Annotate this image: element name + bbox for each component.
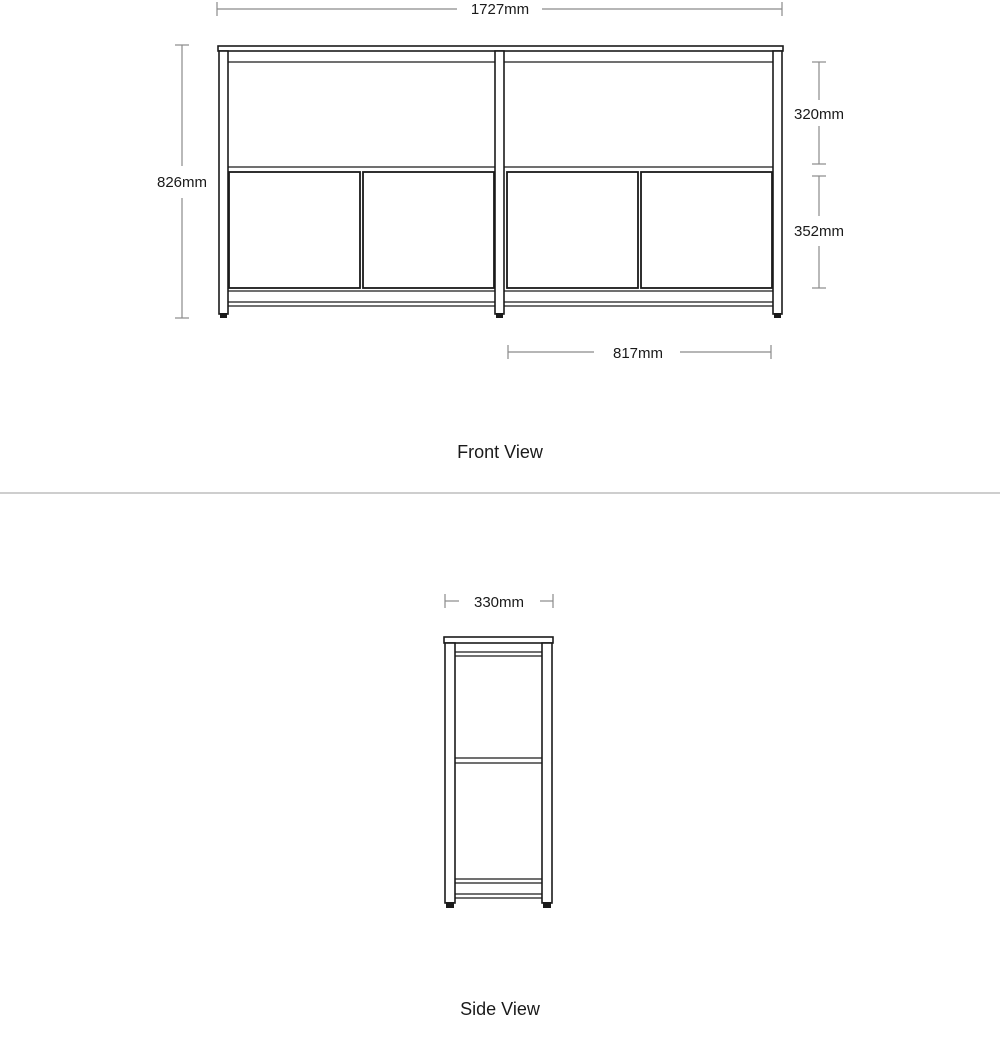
bay-width-label: 817mm (612, 345, 664, 362)
door-4 (641, 172, 772, 288)
door-2 (363, 172, 494, 288)
front-view-caption: Front View (457, 442, 543, 462)
overall-height-dimension (157, 45, 207, 318)
door-1 (229, 172, 360, 288)
upper-opening-dimension (794, 62, 844, 164)
depth-label: 330mm (473, 594, 525, 611)
front-cabinet (218, 46, 783, 318)
overall-width-label: 1727mm (470, 1, 530, 18)
center-leg (495, 51, 504, 314)
depth-dimension (445, 594, 553, 611)
right-leg (773, 51, 782, 314)
left-leg (219, 51, 228, 314)
side-view-caption: Side View (460, 999, 540, 1019)
door-height-label: 352mm (793, 223, 845, 240)
bay-width-dimension (508, 345, 771, 362)
door-height-dimension (794, 176, 844, 288)
upper-opening-label: 320mm (793, 106, 845, 123)
overall-width-dimension (217, 1, 782, 18)
front-view (157, 1, 844, 462)
side-left-leg (445, 643, 455, 903)
overall-height-label: 826mm (156, 174, 208, 191)
side-view (444, 594, 553, 1019)
door-3 (507, 172, 638, 288)
side-right-leg (542, 643, 552, 903)
side-cabinet (444, 637, 553, 908)
